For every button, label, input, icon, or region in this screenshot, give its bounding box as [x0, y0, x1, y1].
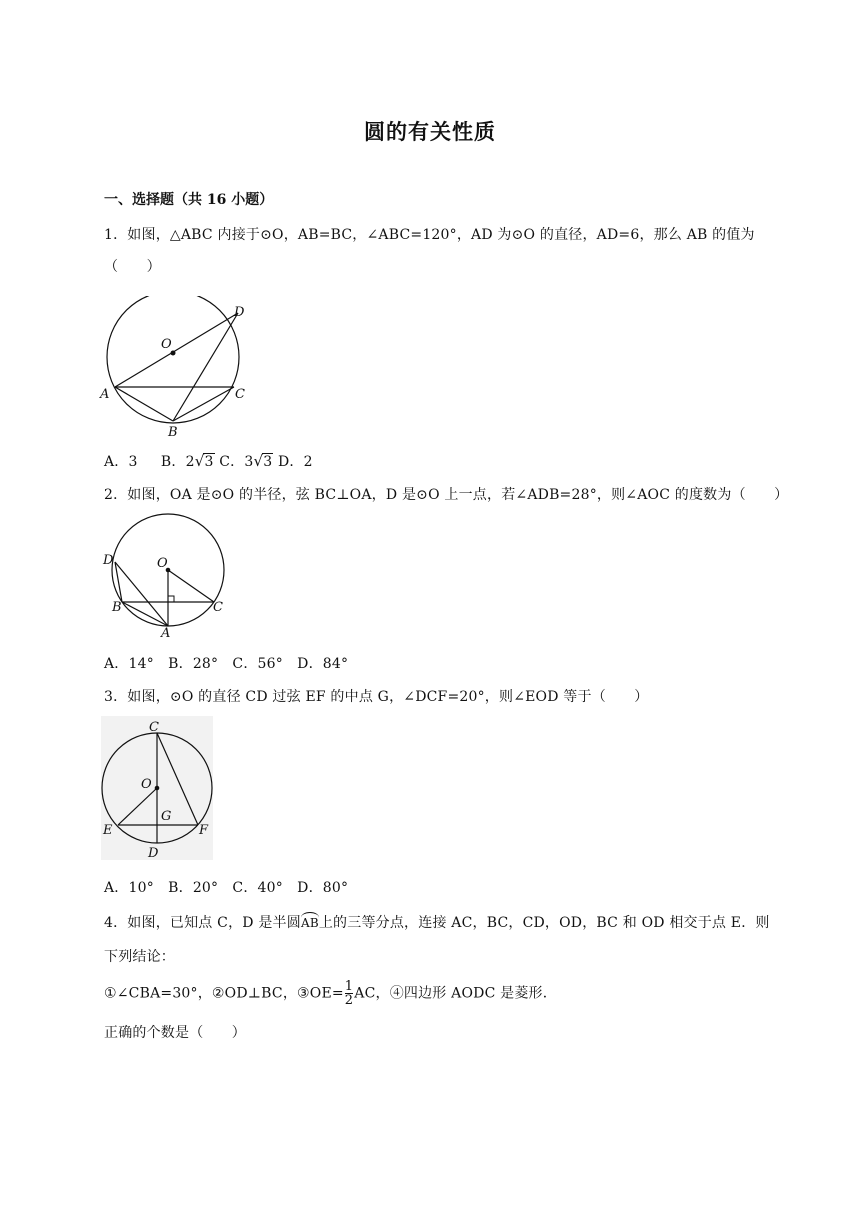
q3-options: A．10° B．20° C．40° D．80° [104, 880, 349, 896]
q1-line-bd [173, 313, 238, 421]
q2-label-c: C [213, 600, 223, 615]
q2-label-o: O [157, 556, 168, 571]
section-heading: 一、选择题（共 16 小题） [104, 192, 274, 208]
q3-label-f: F [199, 823, 209, 838]
q3-stem: 3．如图，⊙O 的直径 CD 过弦 EF 的中点 G，∠DCF=20°，则∠EOD 等于（ ） [104, 689, 649, 705]
q4-stem: 4．如图，已知点 C，D 是半圆AB上的三等分点，连接 AC，BC，CD，OD，BC 和 OD 相交于点 E．则 [104, 912, 770, 932]
q1-figure [98, 296, 258, 441]
q1-paren: （ ） [104, 259, 161, 275]
q2-line-da [115, 562, 168, 626]
q1-line-ad [115, 313, 238, 387]
q3-figure [101, 716, 213, 860]
q1-label-b: B [168, 425, 178, 440]
q1-option-a: A．3 [104, 454, 138, 470]
q3-center-dot [155, 786, 160, 791]
q2-label-d: D [103, 553, 114, 568]
q3-label-g: G [161, 809, 172, 824]
q1-stem: 1．如图，△ABC 内接于⊙O，AB=BC，∠ABC=120°，AD 为⊙O 的直径，AD=6，那么 AB 的值为 [104, 227, 755, 243]
q2-figure [100, 510, 240, 642]
q1-label-c: C [235, 387, 245, 402]
q4-arc-ab: AB [301, 912, 319, 930]
q4-conclusions: ①∠CBA=30°，②OD⊥BC，③OE= $\frac{1}{2}$ AC，④四边形 AODC 是菱形． [104, 979, 557, 1008]
q3-label-c: C [149, 720, 159, 735]
q2-options: A．14° B．28° C．56° D．84° [104, 656, 349, 672]
q3-label-d: D [148, 846, 159, 860]
q2-line-oc [168, 570, 214, 602]
page-title: 圆的有关性质 [364, 119, 496, 144]
q1-option-b: B．2√3 [160, 452, 214, 470]
q2-label-a: A [161, 626, 171, 641]
q4-fraction: $\frac{1}{2}$ [344, 979, 354, 1008]
q1-option-c: C．3√3 [219, 452, 273, 470]
q1-options [104, 451, 313, 471]
q1-option-d: D．2 [277, 454, 313, 470]
q1-label-d: D [234, 305, 245, 320]
q4-stem-line2: 下列结论： [104, 949, 175, 965]
q2-right-angle-mark [168, 596, 174, 602]
q4-question: 正确的个数是（ ） [104, 1025, 246, 1041]
q2-label-b: B [112, 600, 122, 615]
q1-circle [107, 296, 239, 423]
q2-stem: 2．如图，OA 是⊙O 的半径，弦 BC⊥OA，D 是⊙O 上一点，若∠ADB=28°，则∠AOC 的度数为（ ） [104, 487, 789, 503]
q1-label-o: O [161, 337, 172, 352]
q2-line-ba [122, 602, 168, 626]
q1-label-a: A [100, 387, 110, 402]
q3-label-o: O [141, 777, 152, 792]
q3-label-e: E [103, 823, 113, 838]
